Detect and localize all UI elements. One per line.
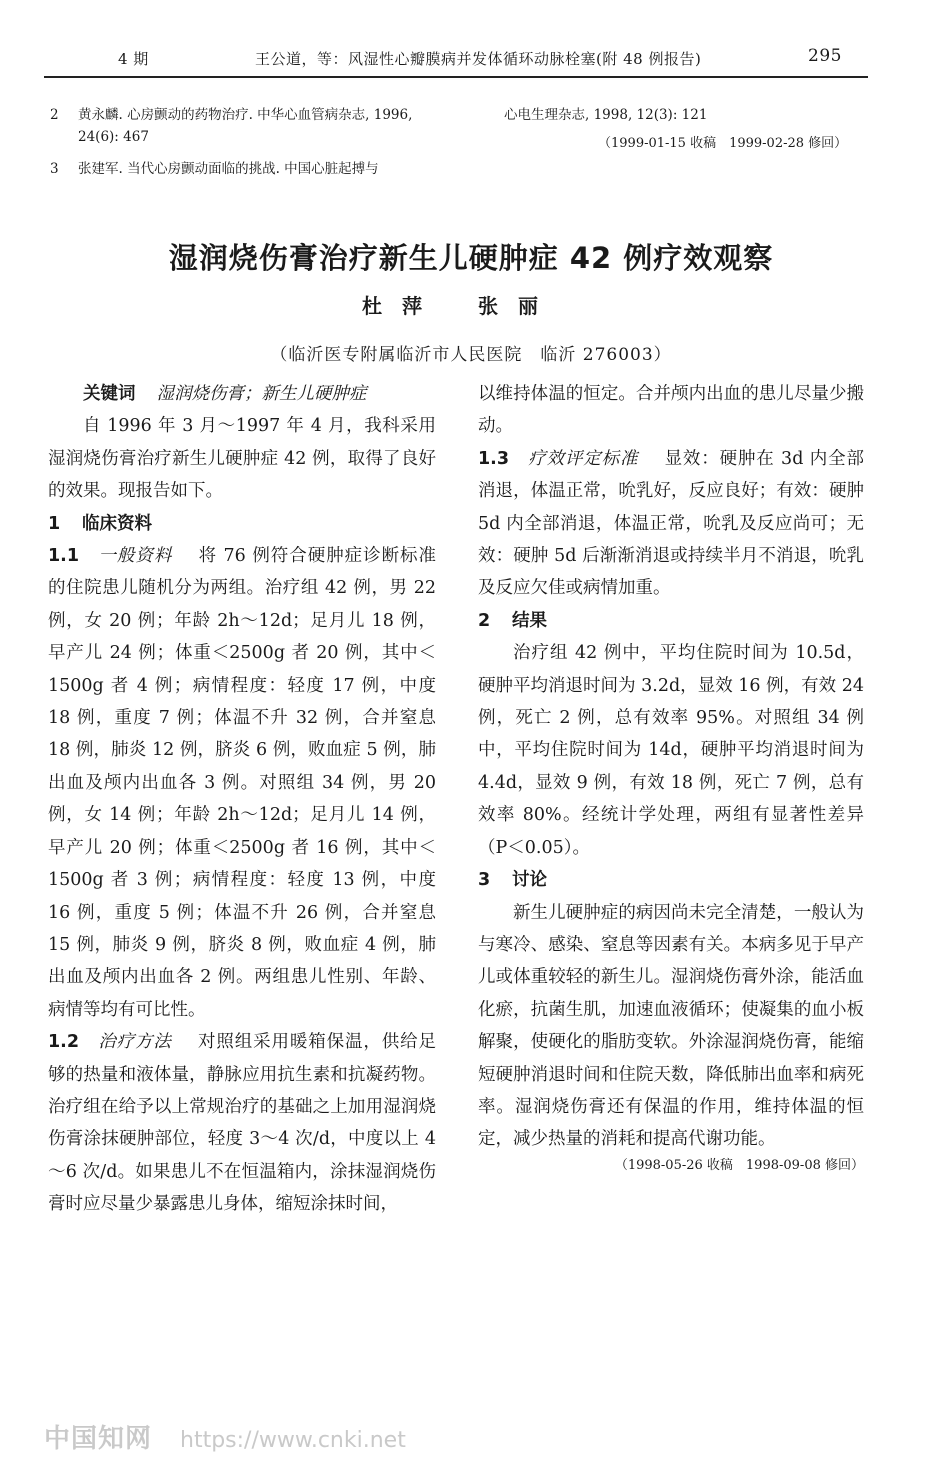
- watermark-url: https://www.cnki.net: [180, 1428, 406, 1453]
- subsection-number: 1.3: [478, 448, 510, 469]
- left-column: [48, 378, 436, 1221]
- section-title: 讨论: [512, 870, 547, 891]
- discussion-paragraph: 新生儿硬肿症的病因尚未完全清楚，一般认为与寒冷、感染、窒息等因素有关。本病多见于早产儿或体重较轻的新生儿。湿润烧伤膏外涂，能活血化瘀，抗菌生肌，加速血液循环；使凝集的血小板解聚，使硬化的脂肪变软。外涂湿润烧伤膏，能缩短硬肿消退时间和住院天数，降低肺出血率和病死率。湿润烧伤膏还有保温的作用，维持体温的恒定，减少热量的消耗和提高代谢功能。: [478, 902, 864, 1150]
- results-paragraph: 治疗组 42 例中，平均住院时间为 10.5d，硬肿平均消退时间为 3.2d，显效 16 例，有效 24 例，死亡 2 例，总有效率 95%。对照组 34 例中，平均住院时间为 14d，硬肿平均消退时间为 4.4d，显效 9 例，有效 18 例，死亡 7 例，总有效率 80%。经统计学处理，两组有显著性差异（P＜0.05）。: [478, 643, 864, 858]
- reference-continuation: 心电生理杂志, 1998, 12(3): 121: [504, 107, 708, 123]
- subsection-paragraph: [48, 1026, 436, 1220]
- subsection-title: 治疗方法: [98, 1032, 172, 1053]
- right-column: [478, 378, 864, 1176]
- section-number: 3: [478, 870, 491, 891]
- keywords: [48, 378, 436, 410]
- affiliation: （临沂医专附属临沂市人民医院 临沂 276003）: [270, 345, 672, 365]
- running-title: 王公道，等：风湿性心瓣膜病并发体循环动脉栓塞(附 48 例报告): [255, 50, 702, 68]
- section-heading: [478, 605, 864, 637]
- reference-text: 张建军. 当代心房颤动面临的挑战. 中国心脏起搏与: [78, 161, 379, 177]
- section-heading: [48, 508, 436, 540]
- subsection-number: 1.1: [48, 546, 80, 567]
- subsection-text: 将 76 例符合硬肿症诊断标准的住院患儿随机分为两组。治疗组 42 例，男 22 例，女 20 例；年龄 2h～12d；足月儿 18 例，早产儿 24 例；体重＜2500g 者 20 例，其中＜1500g 者 4 例；病情程度：轻度 17 例，中度 18 例，重度 7 例；体温不升 32 例，合并窒息 18 例，肺炎 12 例，脐炎 6 例，败血症 5 例，肺出血及颅内出血各 3 例。对照组 34 例，男 20 例，女 14 例；年龄 2h～12d；足月儿 14 例，早产儿 20 例；体重＜2500g 者 16 例，其中＜1500g 者 3 例；病情程度：轻度 13 例，中度 16 例，重度 5 例；体温不升 26 例，合并窒息 15 例，肺炎 9 例，脐炎 8 例，败血症 4 例，肺出血及颅内出血各 2 例。两组患儿性别、年龄、病情等均有可比性。: [48, 546, 437, 1020]
- author-name: 张 丽: [478, 294, 538, 318]
- section-number: 2: [478, 610, 491, 631]
- received-date-previous: （1999-01-15 收稿 1999-02-28 修回）: [598, 136, 848, 151]
- article-title: 湿润烧伤膏治疗新生儿硬肿症 42 例疗效观察: [168, 241, 774, 275]
- subsection-text: 对照组采用暖箱保温，供给足够的热量和液体量，静脉应用抗生素和抗凝药物。治疗组在给予以上常规治疗的基础之上加用湿润烧伤膏涂抹硬肿部位，轻度 3～4 次/d，中度以上 4～6 次/d。如果患儿不在恒温箱内，涂抹湿润烧伤膏时应尽量少暴露患儿身体，缩短涂抹时间，: [48, 1032, 437, 1215]
- watermark-brand: 中国知网: [44, 1424, 153, 1454]
- continued-paragraph: 以维持体温的恒定。合并颅内出血的患儿尽量少搬动。: [478, 384, 864, 437]
- keywords-text: 湿润烧伤膏；新生儿硬肿症: [156, 384, 367, 404]
- reference-item: [50, 104, 450, 148]
- reference-number: 2: [50, 107, 59, 123]
- cnki-watermark: [44, 1418, 406, 1455]
- subsection-text: 显效：硬肿在 3d 内全部消退，体温正常，吮乳好，反应良好；有效：硬肿 5d 内全部消退，体温正常，吮乳及反应尚可；无效：硬肿 5d 后渐渐消退或持续半月不消退，吮乳及反应欠佳或病情加重。: [478, 448, 865, 599]
- subsection-title: 一般资料: [98, 546, 173, 567]
- reference-item: [50, 158, 450, 180]
- page-number: 295: [808, 46, 842, 66]
- subsection-title: 疗效评定标准: [528, 448, 639, 469]
- section-title: 临床资料: [82, 513, 152, 534]
- subsection-paragraph: [478, 443, 864, 605]
- section-number: 1: [48, 513, 61, 534]
- subsection-number: 1.2: [48, 1032, 80, 1053]
- reference-number: 3: [50, 161, 59, 177]
- header-rule: [44, 76, 868, 78]
- section-title: 结果: [512, 610, 547, 631]
- received-date: （1998-05-26 收稿 1998-09-08 修回）: [614, 1157, 864, 1173]
- keywords-label: 关键词: [83, 384, 136, 404]
- reference-text: 黄永麟. 心房颤动的药物治疗. 中华心血管病杂志, 1996, 24(6): 467: [78, 107, 413, 145]
- intro-paragraph: 自 1996 年 3 月～1997 年 4 月，我科采用湿润烧伤膏治疗新生儿硬肿症 42 例，取得了良好的效果。现报告如下。: [48, 416, 436, 502]
- author-name: 杜 萍: [362, 294, 422, 318]
- subsection-paragraph: [48, 540, 436, 1026]
- issue-label: 4 期: [118, 50, 149, 68]
- section-heading: [478, 864, 864, 896]
